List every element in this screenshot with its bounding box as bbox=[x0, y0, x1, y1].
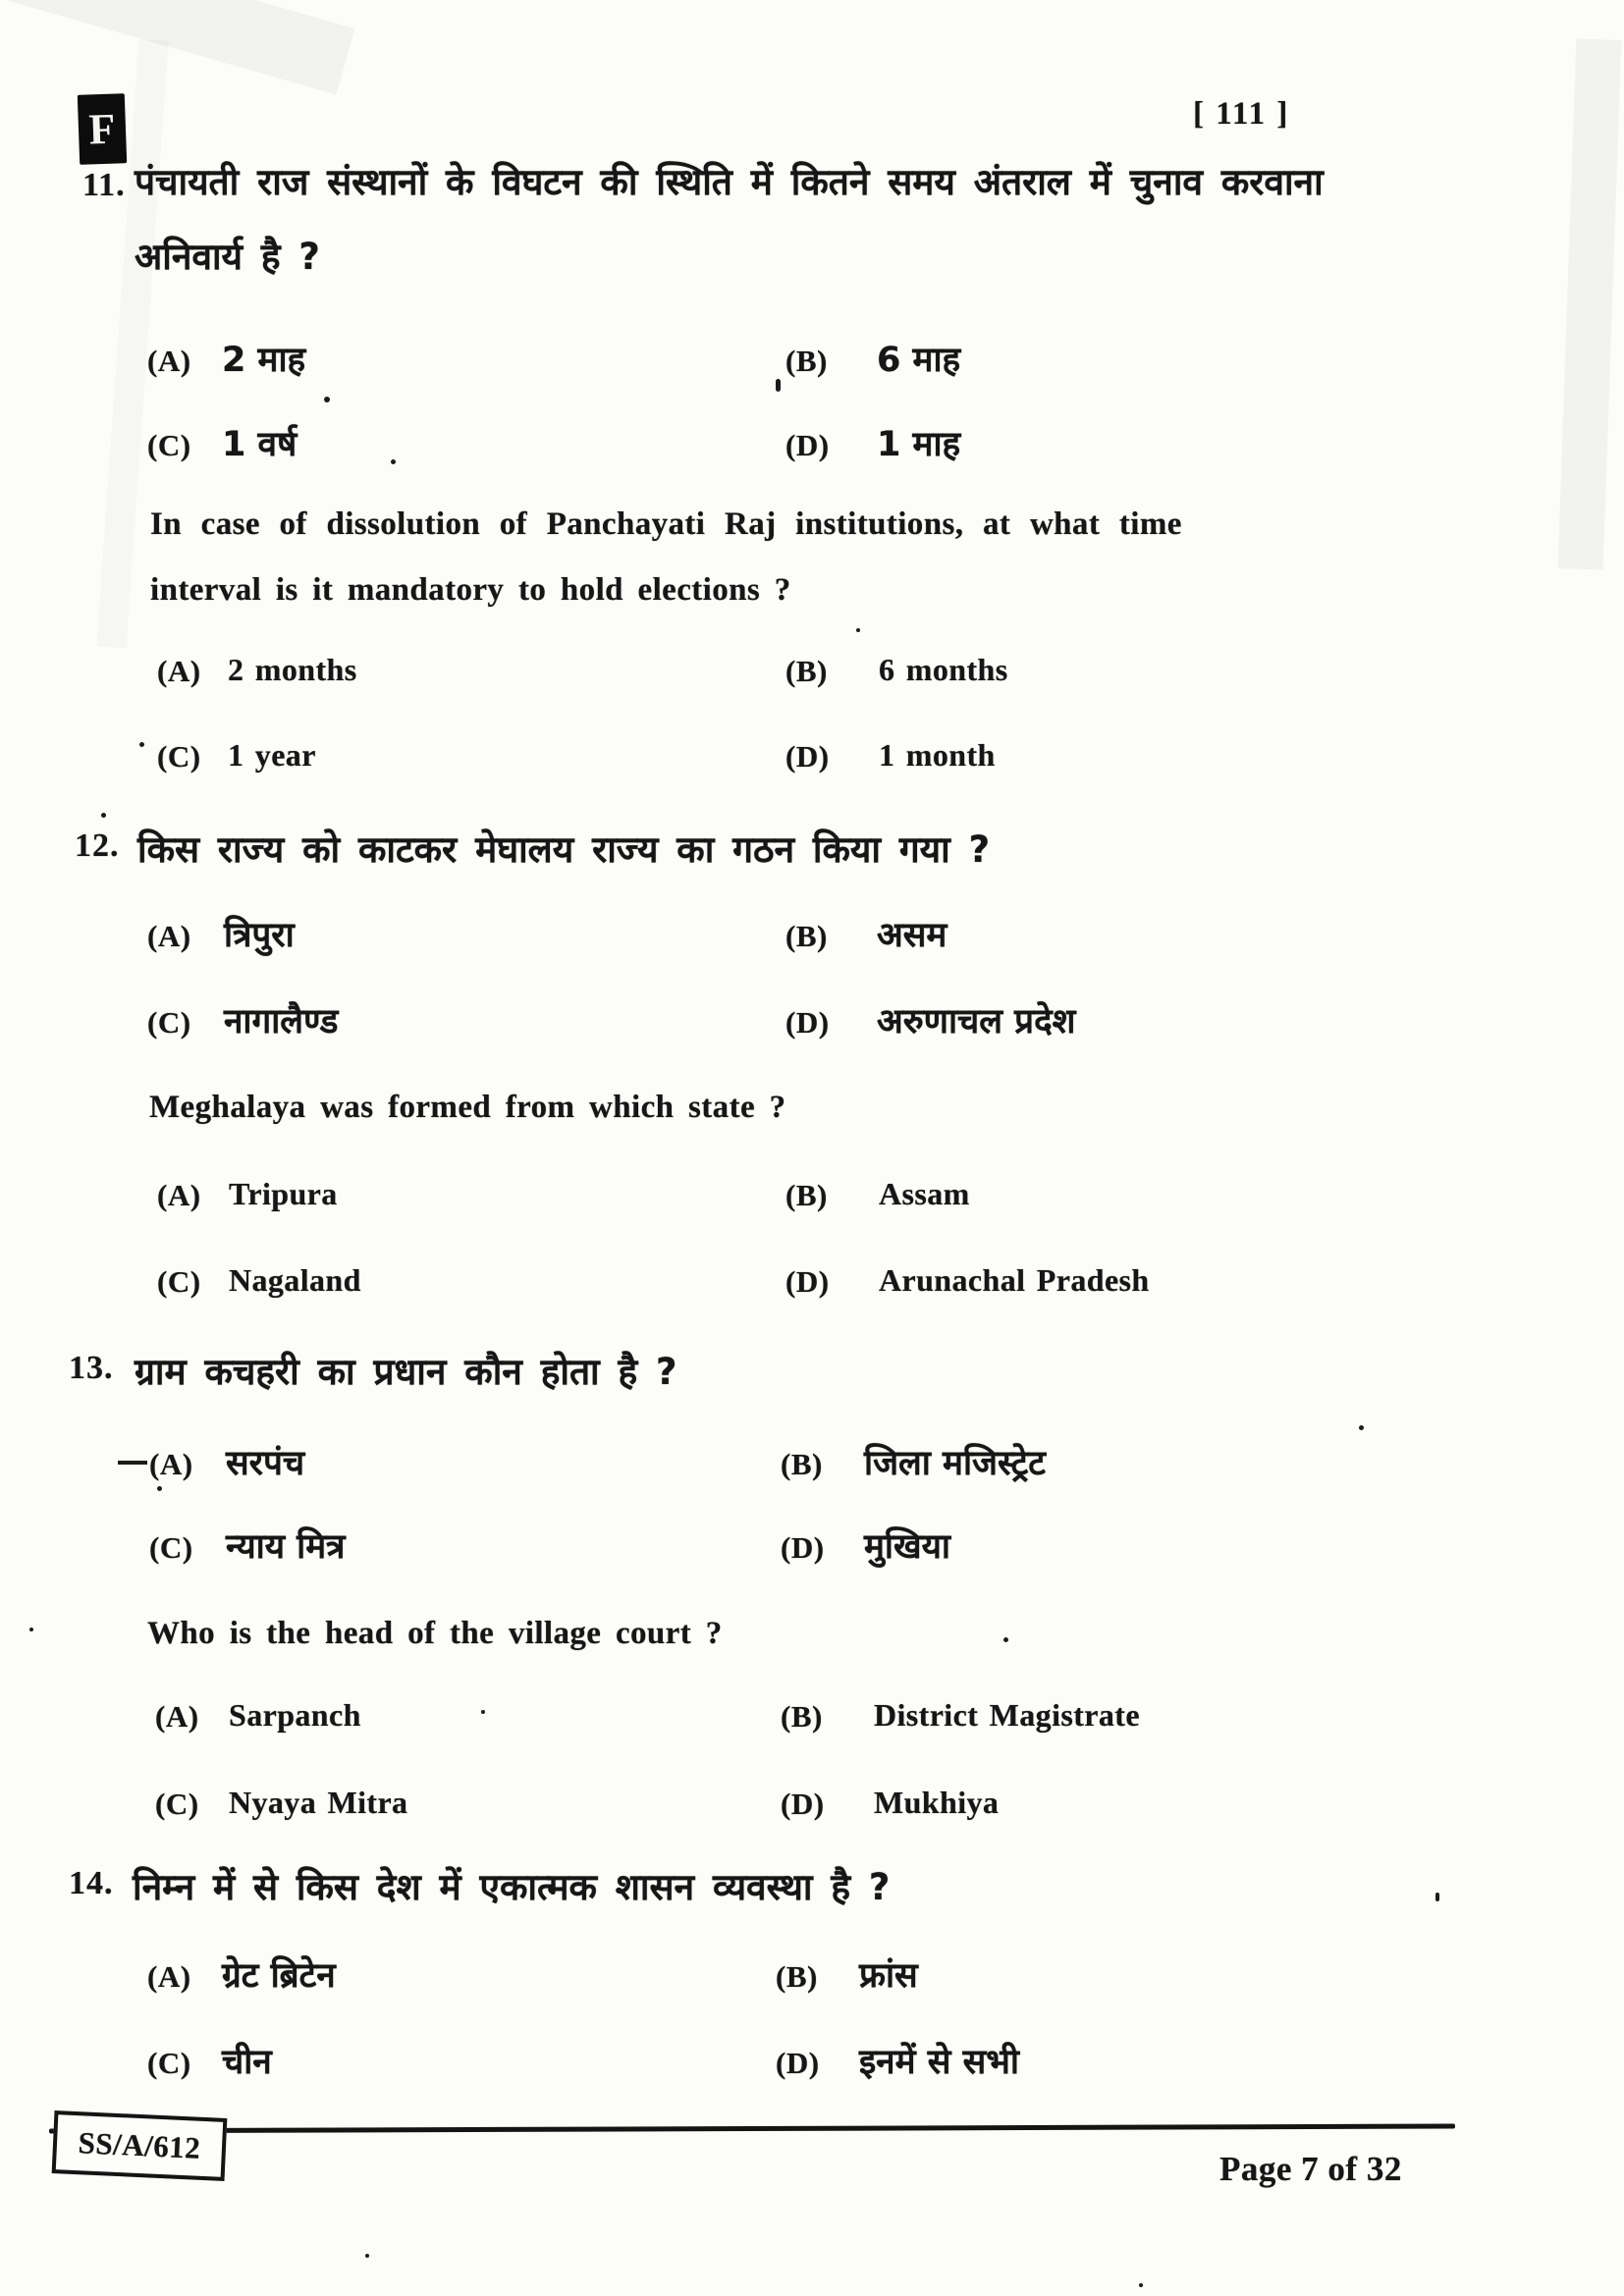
question-text-hindi-line: किस राज्य को काटकर मेघालय राज्य का गठन किया गया ? bbox=[137, 828, 991, 871]
scan-speck bbox=[391, 459, 396, 464]
option-label: (A) bbox=[155, 1699, 199, 1734]
option-label: (D) bbox=[785, 428, 830, 462]
scan-speck bbox=[139, 742, 144, 747]
scan-speck bbox=[776, 379, 781, 392]
scan-speck bbox=[365, 2254, 369, 2258]
option-text-english: 1 month bbox=[879, 737, 996, 773]
option-text-hindi: 1 वर्ष bbox=[222, 425, 298, 464]
option-text-hindi: 6 माह bbox=[877, 341, 961, 380]
scan-speck bbox=[324, 397, 330, 402]
option-label: (D) bbox=[781, 1530, 825, 1565]
booklet-number: [ 111 ] bbox=[1193, 96, 1290, 132]
option-text-english: Nyaya Mitra bbox=[229, 1785, 408, 1820]
option-label: (B) bbox=[781, 1447, 823, 1481]
form-code-box bbox=[78, 93, 127, 165]
scan-speck bbox=[1003, 1637, 1008, 1642]
scan-speck bbox=[481, 1710, 485, 1714]
option-label: (C) bbox=[147, 428, 191, 462]
option-text-hindi: न्याय मित्र bbox=[226, 1527, 346, 1567]
option-label: (C) bbox=[147, 2046, 191, 2080]
scan-speck bbox=[1139, 2283, 1143, 2287]
scan-speck bbox=[29, 1628, 33, 1631]
option-text-english: Assam bbox=[879, 1176, 970, 1211]
option-text-hindi: फ्रांस bbox=[859, 1956, 918, 1996]
question-text-hindi-line: अनिवार्य है ? bbox=[135, 236, 320, 278]
option-text-english: Mukhiya bbox=[874, 1785, 1000, 1820]
scan-speck bbox=[157, 1486, 162, 1491]
option-label: (A) bbox=[147, 919, 191, 953]
option-label: (A) bbox=[157, 654, 201, 688]
question-text-hindi-line: ग्राम कचहरी का प्रधान कौन होता है ? bbox=[135, 1351, 677, 1393]
option-text-hindi: 1 माह bbox=[877, 425, 961, 464]
option-label: (B) bbox=[781, 1699, 823, 1734]
footer-rule bbox=[49, 2124, 1455, 2134]
option-text-hindi: इनमें से सभी bbox=[859, 2043, 1019, 2082]
option-label: (A) bbox=[147, 344, 191, 378]
question-number: 11. bbox=[82, 167, 126, 203]
option-text-english: 2 months bbox=[228, 652, 357, 687]
option-text-english: Sarpanch bbox=[229, 1697, 361, 1733]
question-text-english-line: In case of dissolution of Panchayati Raj institutions, at what time bbox=[150, 507, 1182, 542]
option-text-hindi: अरुणाचल प्रदेश bbox=[877, 1002, 1076, 1041]
option-label: (D) bbox=[785, 739, 830, 774]
option-label: (D) bbox=[776, 2046, 820, 2080]
scan-streak bbox=[0, 0, 355, 95]
question-number: 12. bbox=[75, 828, 120, 864]
option-text-english: Arunachal Pradesh bbox=[879, 1262, 1150, 1298]
question-number: 14. bbox=[69, 1865, 114, 1901]
question-text-hindi-line: पंचायती राज संस्थानों के विघटन की स्थिति में कितने समय अंतराल में चुनाव करवाना bbox=[135, 161, 1324, 203]
scan-streak bbox=[1558, 38, 1622, 569]
option-label: (C) bbox=[157, 1264, 201, 1299]
option-text-hindi: ग्रेट ब्रिटेन bbox=[222, 1956, 336, 1996]
option-label: (D) bbox=[785, 1264, 830, 1299]
option-label: (B) bbox=[785, 344, 828, 378]
question-text-english-line: Who is the head of the village court ? bbox=[147, 1616, 723, 1651]
question-number: 13. bbox=[69, 1350, 114, 1386]
form-code-letter: F bbox=[87, 104, 117, 154]
option-label: (C) bbox=[149, 1530, 193, 1565]
option-text-hindi: सरपंच bbox=[226, 1444, 305, 1483]
question-text-hindi-line: निम्न में से किस देश में एकात्मक शासन व्यवस्था है ? bbox=[133, 1866, 891, 1908]
option-label: (D) bbox=[781, 1787, 825, 1821]
option-label: (D) bbox=[785, 1005, 830, 1040]
option-text-english: Nagaland bbox=[229, 1262, 361, 1298]
option-text-hindi: त्रिपुरा bbox=[224, 916, 295, 955]
option-text-hindi: नागालैण्ड bbox=[224, 1002, 339, 1041]
option-label: (B) bbox=[776, 1959, 818, 1994]
scan-speck bbox=[856, 628, 860, 632]
scan-speck bbox=[1359, 1425, 1364, 1430]
option-label: (C) bbox=[155, 1787, 199, 1821]
option-label: (A) bbox=[149, 1447, 193, 1481]
option-label: (A) bbox=[147, 1959, 191, 1994]
option-label: (C) bbox=[157, 739, 201, 774]
scan-speck bbox=[1435, 1893, 1439, 1901]
option-label: (B) bbox=[785, 654, 828, 688]
stray-mark bbox=[118, 1461, 147, 1465]
option-label: (B) bbox=[785, 1178, 828, 1212]
option-text-english: Tripura bbox=[229, 1176, 338, 1211]
set-code-box bbox=[52, 2110, 228, 2181]
option-text-hindi: चीन bbox=[222, 2043, 272, 2082]
option-text-hindi: जिला मजिस्ट्रेट bbox=[864, 1444, 1046, 1483]
option-label: (B) bbox=[785, 919, 828, 953]
option-text-english: 6 months bbox=[879, 652, 1008, 687]
option-text-hindi: 2 माह bbox=[222, 341, 306, 380]
question-text-english-line: interval is it mandatory to hold elections ? bbox=[150, 572, 791, 608]
scan-speck bbox=[101, 813, 106, 818]
option-text-hindi: असम bbox=[877, 916, 947, 955]
option-text-hindi: मुखिया bbox=[864, 1527, 950, 1567]
question-text-english-line: Meghalaya was formed from which state ? bbox=[149, 1090, 786, 1125]
page-indicator: Page 7 of 32 bbox=[1219, 2150, 1402, 2188]
option-text-english: 1 year bbox=[228, 737, 316, 773]
option-label: (C) bbox=[147, 1005, 191, 1040]
option-text-english: District Magistrate bbox=[874, 1697, 1140, 1733]
set-code: SS/A/612 bbox=[77, 2125, 202, 2165]
option-label: (A) bbox=[157, 1178, 201, 1212]
